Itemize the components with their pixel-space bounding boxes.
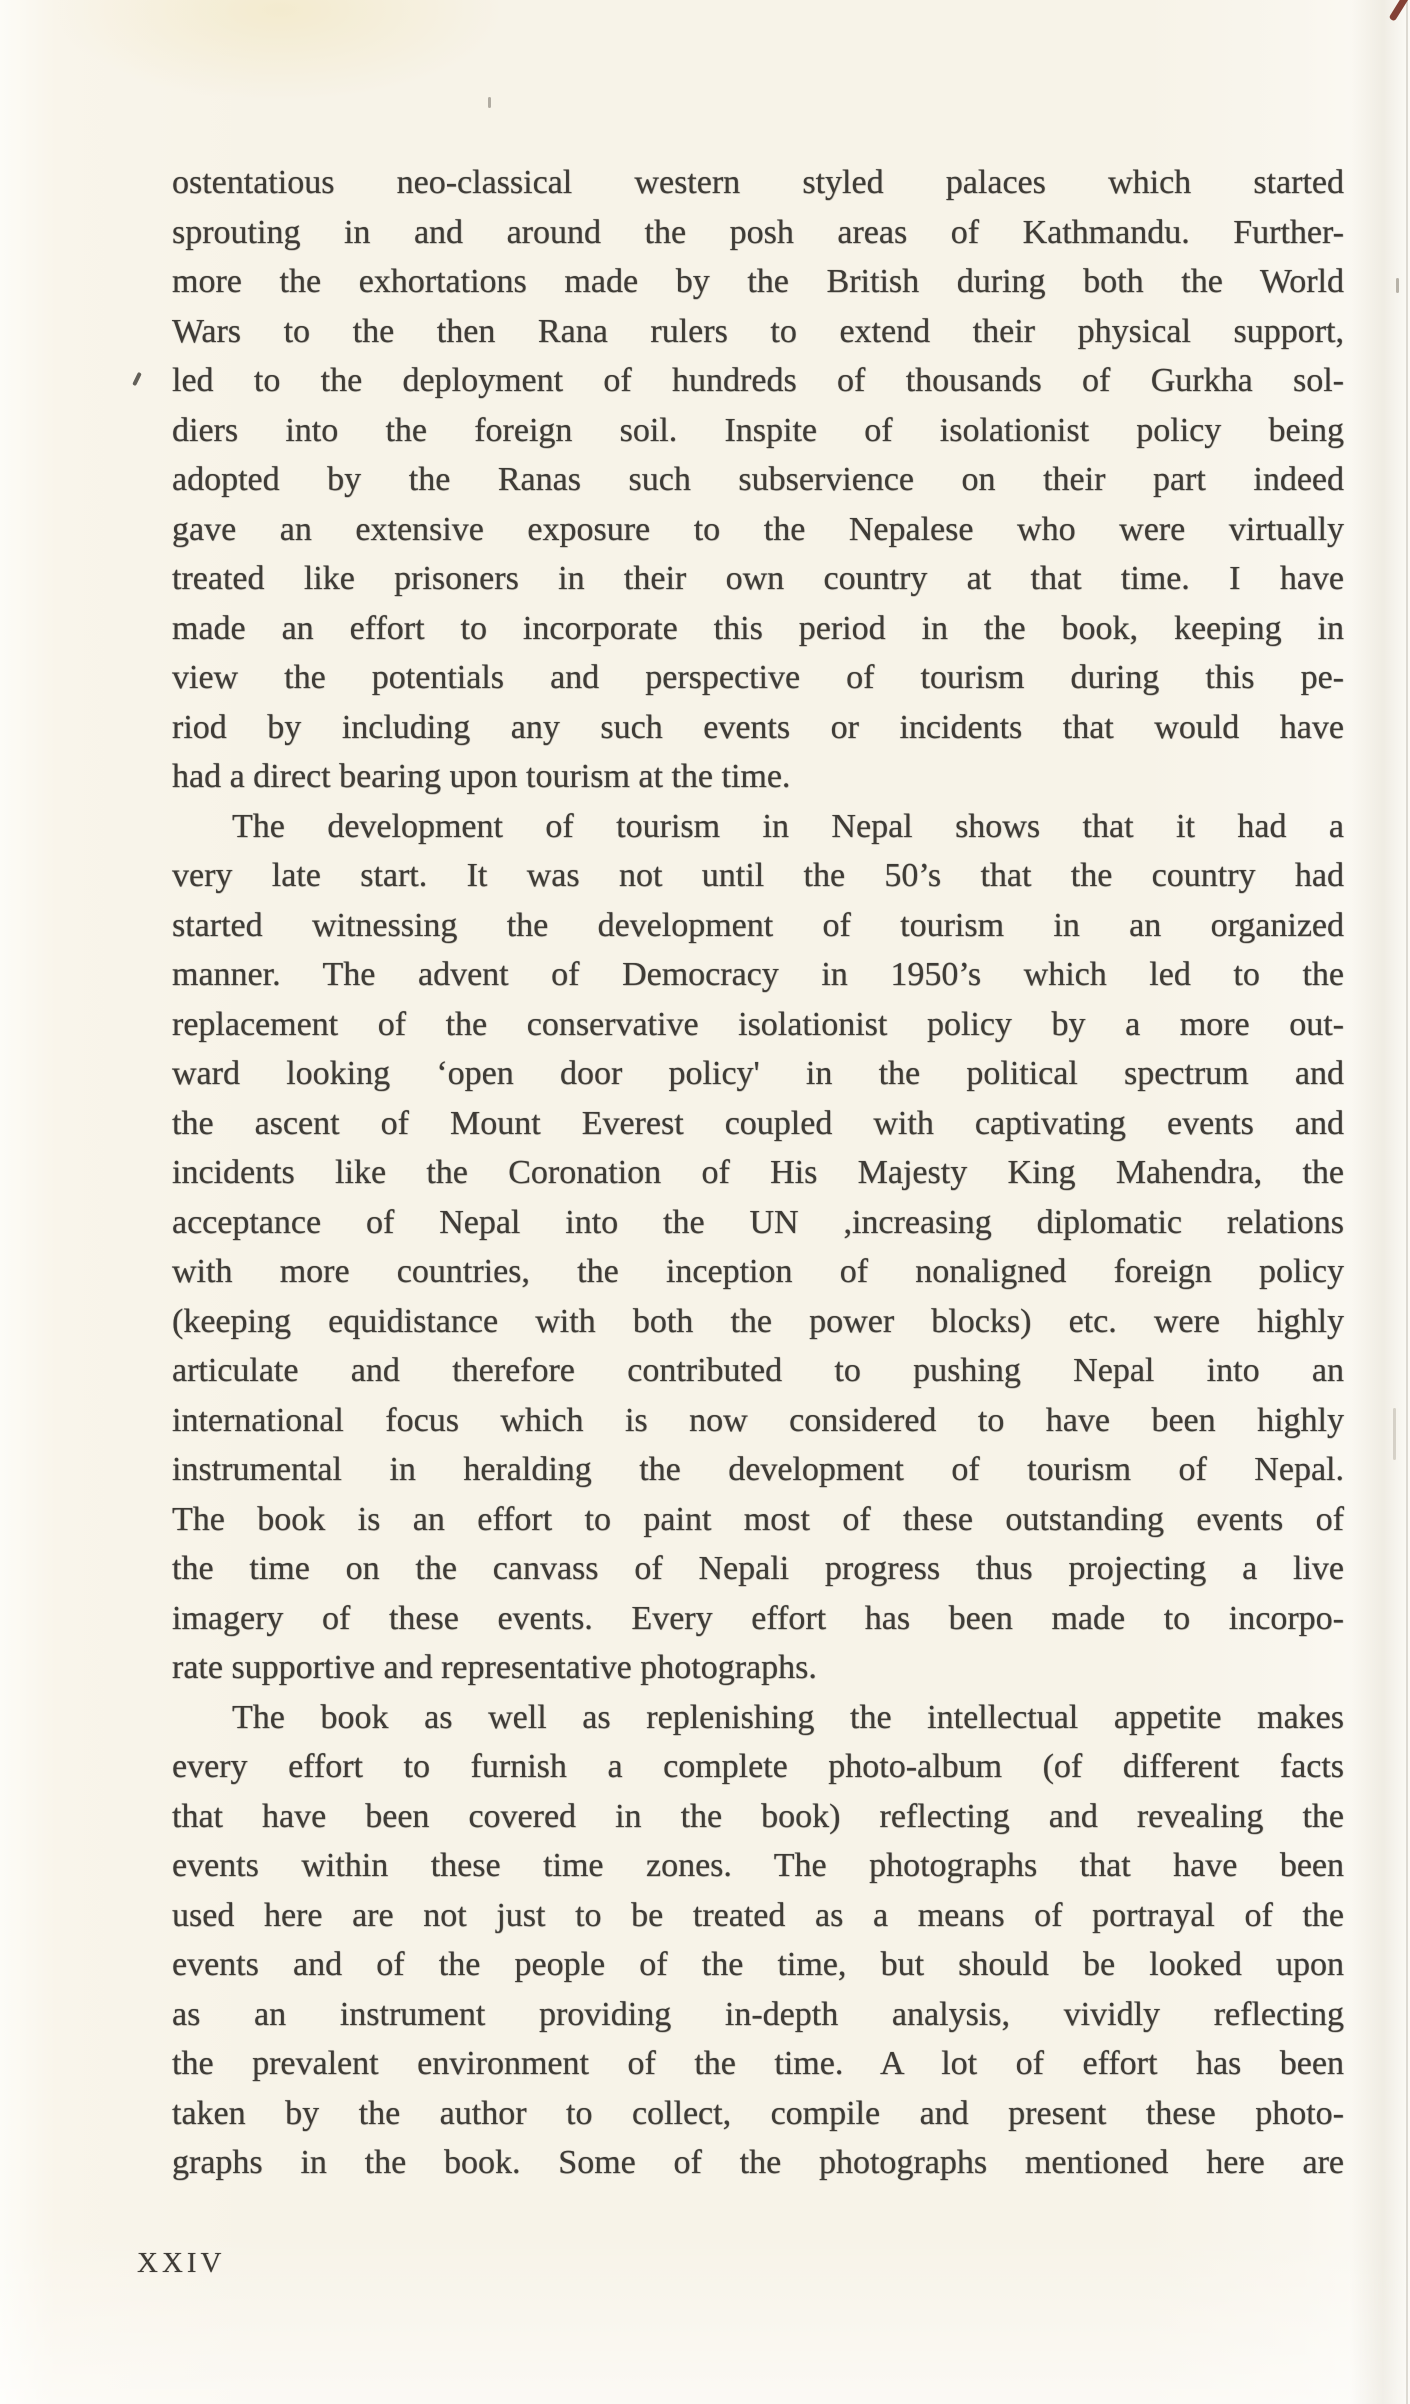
- text-line: the prevalent environment of the time. A lot of effort has been: [172, 2045, 1344, 2082]
- text-line: led to the deployment of hundreds of thousands of Gurkha sol-: [172, 362, 1344, 399]
- text-line: articulate and therefore contributed to pushing Nepal into an: [172, 1352, 1344, 1389]
- text-line: The development of tourism in Nepal shows that it had a: [232, 807, 1344, 845]
- text-line: as an instrument providing in-depth analysis, vividly reflecting: [172, 1995, 1344, 2033]
- text-line: ward looking ‘open door policy' in the political spectrum and: [172, 1055, 1344, 1092]
- text-line: made an effort to incorporate this period in the book, keeping in: [172, 609, 1344, 647]
- text-line: The book is an effort to paint most of these outstanding events of: [172, 1500, 1344, 1538]
- text-line: events within these time zones. The photographs that have been: [172, 1847, 1344, 1884]
- text-line: adopted by the Ranas such subservience on their part indeed: [172, 461, 1344, 498]
- scan-speck-top: [488, 97, 491, 108]
- text-line: Wars to the then Rana rulers to extend their physical support,: [172, 312, 1344, 350]
- text-line: that have been covered in the book) reflecting and revealing the: [172, 1797, 1344, 1835]
- text-line: gave an extensive exposure to the Nepalese who were virtually: [172, 510, 1344, 548]
- paragraph: [172, 802, 1344, 1693]
- text-line: taken by the author to collect, compile and present these photo-: [172, 2094, 1344, 2132]
- text-line: every effort to furnish a complete photo-album (of different facts: [172, 1748, 1344, 1785]
- scan-speck-right: [1396, 278, 1399, 293]
- text-line: international focus which is now considered to have been highly: [172, 1401, 1344, 1439]
- text-line: the time on the canvass of Nepali progress thus projecting a live: [172, 1550, 1344, 1587]
- text-line: imagery of these events. Every effort has been made to incorpo-: [172, 1599, 1344, 1637]
- text-line: ostentatious neo-classical western styled palaces which started: [172, 164, 1344, 201]
- text-line: view the potentials and perspective of tourism during this pe-: [172, 659, 1344, 696]
- page-edge-line: [1406, 0, 1408, 2404]
- scan-speck-left: [132, 372, 142, 386]
- text-line: very late start. It was not until the 50’s that the country had: [172, 857, 1344, 894]
- text-line: had a direct bearing upon tourism at the time.: [172, 758, 791, 795]
- text-line: (keeping equidistance with both the power blocks) etc. were highly: [172, 1302, 1344, 1340]
- text-line: sprouting in and around the posh areas of Kathmandu. Further-: [172, 213, 1344, 251]
- text-line: replacement of the conservative isolationist policy by a more out-: [172, 1005, 1344, 1043]
- text-line: riod by including any such events or incidents that would have: [172, 708, 1344, 746]
- text-line: treated like prisoners in their own country at that time. I have: [172, 560, 1344, 597]
- text-line: incidents like the Coronation of His Majesty King Mahendra, the: [172, 1154, 1344, 1191]
- text-line: used here are not just to be treated as a means of portrayal of the: [172, 1896, 1344, 1934]
- text-line: with more countries, the inception of nonaligned foreign policy: [172, 1253, 1344, 1290]
- text-line: instrumental in heralding the development of tourism of Nepal.: [172, 1451, 1344, 1488]
- text-line: The book as well as replenishing the intellectual appetite makes: [232, 1698, 1344, 1736]
- scan-speck-right: [1393, 1408, 1396, 1460]
- paragraph: [172, 158, 1344, 802]
- text-line: acceptance of Nepal into the UN ,increasing diplomatic relations: [172, 1203, 1344, 1241]
- text-line: graphs in the book. Some of the photographs mentioned here are: [172, 2144, 1344, 2181]
- page-number: XXIV: [137, 2247, 226, 2279]
- text-line: events and of the people of the time, but should be looked upon: [172, 1946, 1344, 1983]
- text-line: more the exhortations made by the British during both the World: [172, 263, 1344, 300]
- paragraph: [172, 1693, 1344, 2188]
- text-line: the ascent of Mount Everest coupled with captivating events and: [172, 1104, 1344, 1142]
- text-line: diers into the foreign soil. Inspite of isolationist policy being: [172, 411, 1344, 449]
- page-edge-shadow: [1350, 0, 1410, 2404]
- text-line: manner. The advent of Democracy in 1950’s which led to the: [172, 956, 1344, 993]
- page-text-block: [172, 158, 1344, 2188]
- text-line: rate supportive and representative photographs.: [172, 1649, 817, 1686]
- text-line: started witnessing the development of tourism in an organized: [172, 906, 1344, 944]
